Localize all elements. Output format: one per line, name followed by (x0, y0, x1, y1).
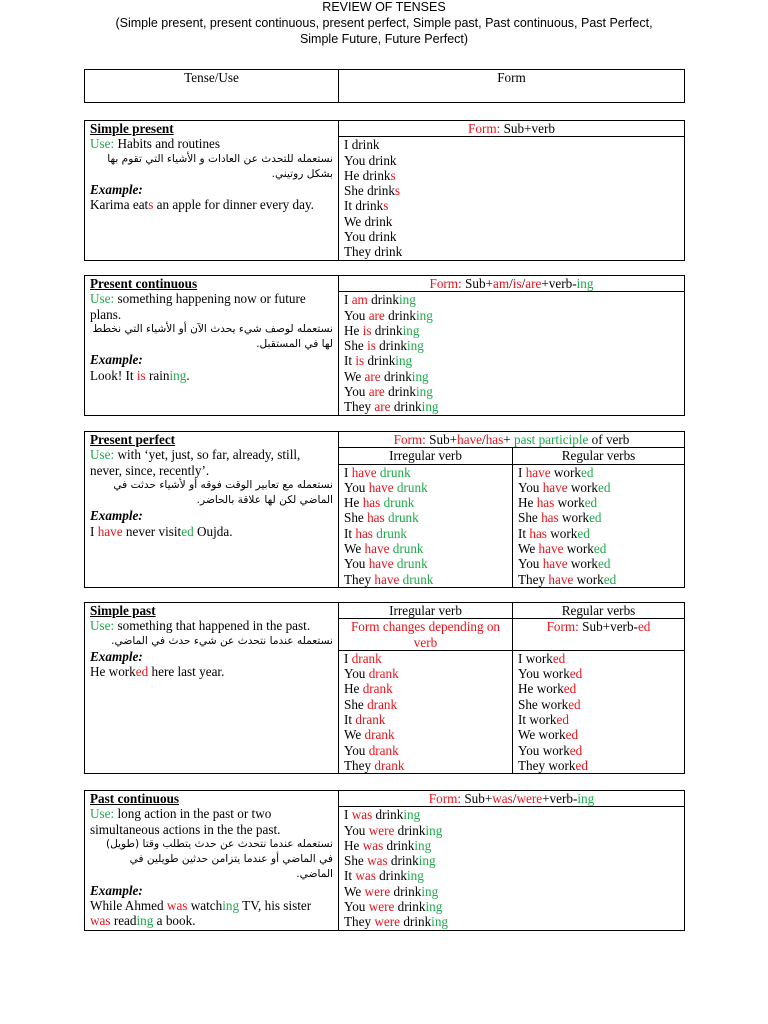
irregular-row: It has drunk (339, 526, 513, 541)
regular-row: It has worked (513, 526, 685, 541)
irregular-row: She drank (339, 697, 513, 712)
simple-present-example-label: Example: (90, 182, 143, 198)
irregular-form-note: Form changes depending on verb (339, 619, 513, 651)
conjugation-row: It was drinking (339, 868, 685, 883)
regular-row: She worked (513, 697, 685, 712)
simple-present-arabic: نستعمله للتحدث عن العادات و الأشياء التي تقوم بها بشكل روتيني. (107, 152, 333, 180)
regular-row: You worked (513, 666, 685, 681)
regular-row: They worked (513, 758, 685, 774)
simple-past-arabic: نستعمله عندما نتحدث عن شيء حدث في الماضي. (111, 634, 333, 647)
irregular-row: We have drunk (339, 541, 513, 556)
regular-row: He worked (513, 681, 685, 696)
simple-past-example: He worked here last year. (90, 664, 225, 680)
irregular-row: He drank (339, 681, 513, 696)
irregular-row: You have drunk (339, 556, 513, 571)
simple-past-description (85, 603, 339, 774)
conjugation-row: She drinks (339, 183, 685, 198)
irregular-row: We drank (339, 727, 513, 742)
present-continuous-use: Use: something happening now or future plans. (90, 291, 306, 322)
present-perfect-table (84, 431, 685, 588)
present-continuous-title: Present continuous (90, 276, 198, 291)
conjugation-row: They were drinking (339, 914, 685, 930)
past-continuous-title: Past continuous (90, 791, 180, 806)
irregular-row: They have drunk (339, 572, 513, 588)
form-header: Form (339, 70, 685, 103)
page-title: REVIEW OF TENSES (322, 0, 446, 14)
present-perfect-example: I have never visited Oujda. (90, 523, 233, 539)
present-perfect-title: Present perfect (90, 432, 176, 447)
tense-use-header: Tense/Use (85, 70, 339, 103)
past-continuous-form: Form: Sub+was/were+verb-ing (339, 791, 685, 807)
simple-present-form: Form: Sub+verb (339, 121, 685, 137)
conjugation-row: They drink (339, 244, 685, 260)
regular-row: We have worked (513, 541, 685, 556)
present-continuous-table (84, 275, 685, 416)
regular-row: I have worked (513, 464, 685, 480)
regular-verbs-header: Regular verbs (513, 448, 685, 464)
conjugation-row: You drink (339, 229, 685, 244)
irregular-row: He has drunk (339, 495, 513, 510)
simple-present-table (84, 120, 685, 261)
present-continuous-example: Look! It is raining. (90, 367, 190, 383)
simple-present-use: Use: Habits and routines (90, 136, 221, 152)
regular-verbs-header: Regular verbs (513, 603, 685, 619)
present-continuous-arabic: نستعمله لوصف شيء يحدث الآن أو الأشياء التي نخطط لها في المستقبل. (92, 322, 333, 351)
irregular-verb-header: Irregular verb (339, 603, 513, 619)
irregular-row: I drank (339, 650, 513, 666)
irregular-row: It drank (339, 712, 513, 727)
irregular-verb-header: Irregular verb (339, 448, 513, 464)
regular-row: They have worked (513, 572, 685, 588)
simple-present-example: Karima eats an apple for dinner every day. (90, 197, 314, 213)
past-continuous-description (85, 791, 339, 931)
irregular-row: You drank (339, 666, 513, 681)
conjugation-row: We were drinking (339, 884, 685, 899)
conjugation-row: You drink (339, 153, 685, 168)
conjugation-row: You were drinking (339, 899, 685, 914)
present-continuous-form: Form: Sub+am/is/are+verb-ing (339, 276, 685, 292)
past-continuous-table (84, 790, 685, 931)
conjugation-row: They are drinking (339, 399, 685, 415)
present-perfect-use: Use: with ‘yet, just, so far, already, still, never, since, recently’. (90, 447, 301, 478)
conjugation-row: She is drinking (339, 338, 685, 353)
irregular-row: You have drunk (339, 480, 513, 495)
present-perfect-description (85, 432, 339, 588)
conjugation-row: He drinks (339, 168, 685, 183)
conjugation-row: I drink (339, 137, 685, 153)
past-continuous-arabic: نستعمله عندما نتحدث عن حدث يتطلب وقتا (طويل) في الماضي أو عندما يتزامن حدثين طويلين في الماضي. (105, 837, 333, 881)
conjugation-row: You were drinking (339, 823, 685, 838)
conjugation-row: She was drinking (339, 853, 685, 868)
simple-past-title: Simple past (90, 603, 156, 618)
page-subtitle-line-2: Simple Future, Future Perfect) (299, 32, 469, 46)
past-continuous-use: Use: long action in the past or two simultaneous actions in the the past. (90, 806, 281, 837)
simple-present-title: Simple present (90, 121, 174, 136)
regular-row: She has worked (513, 510, 685, 525)
present-continuous-example-label: Example: (90, 352, 143, 368)
present-perfect-arabic: نستعمله مع تعابير الوقت فوقه أو لأشياء حدثت في الماضي لكن لها علاقة بالحاضر. (113, 478, 333, 507)
present-continuous-description (85, 276, 339, 416)
conjugation-row: We are drinking (339, 369, 685, 384)
conjugation-row: He was drinking (339, 838, 685, 853)
simple-past-use: Use: something that happened in the past. (90, 618, 311, 634)
conjugation-row: We drink (339, 214, 685, 229)
regular-row: You have worked (513, 480, 685, 495)
conjugation-row: You are drinking (339, 384, 685, 399)
irregular-row: They drank (339, 758, 513, 774)
page-subtitle-line-1: (Simple present, present continuous, present perfect, Simple past, Past continuous, Past Perfect, (115, 16, 653, 30)
conjugation-row: It drinks (339, 198, 685, 213)
regular-row: It worked (513, 712, 685, 727)
past-continuous-example-label: Example: (90, 882, 143, 898)
past-continuous-example: While Ahmed was watching TV, his sister was reading a book. (90, 898, 312, 929)
regular-row: You worked (513, 743, 685, 758)
irregular-row: You drank (339, 743, 513, 758)
regular-form: Form: Sub+verb-ed (513, 619, 685, 651)
column-header-table (84, 69, 685, 103)
conjugation-row: I was drinking (339, 807, 685, 823)
conjugation-row: You are drinking (339, 308, 685, 323)
simple-past-table (84, 602, 685, 774)
present-perfect-form: Form: Sub+have/has+ past participle of verb (339, 432, 685, 448)
simple-present-description (85, 121, 339, 261)
present-perfect-example-label: Example: (90, 508, 143, 524)
regular-row: I worked (513, 650, 685, 666)
regular-row: You have worked (513, 556, 685, 571)
irregular-row: I have drunk (339, 464, 513, 480)
regular-row: He has worked (513, 495, 685, 510)
regular-row: We worked (513, 727, 685, 742)
conjugation-row: I am drinking (339, 292, 685, 308)
conjugation-row: He is drinking (339, 323, 685, 338)
simple-past-example-label: Example: (90, 648, 143, 664)
irregular-row: She has drunk (339, 510, 513, 525)
conjugation-row: It is drinking (339, 353, 685, 368)
